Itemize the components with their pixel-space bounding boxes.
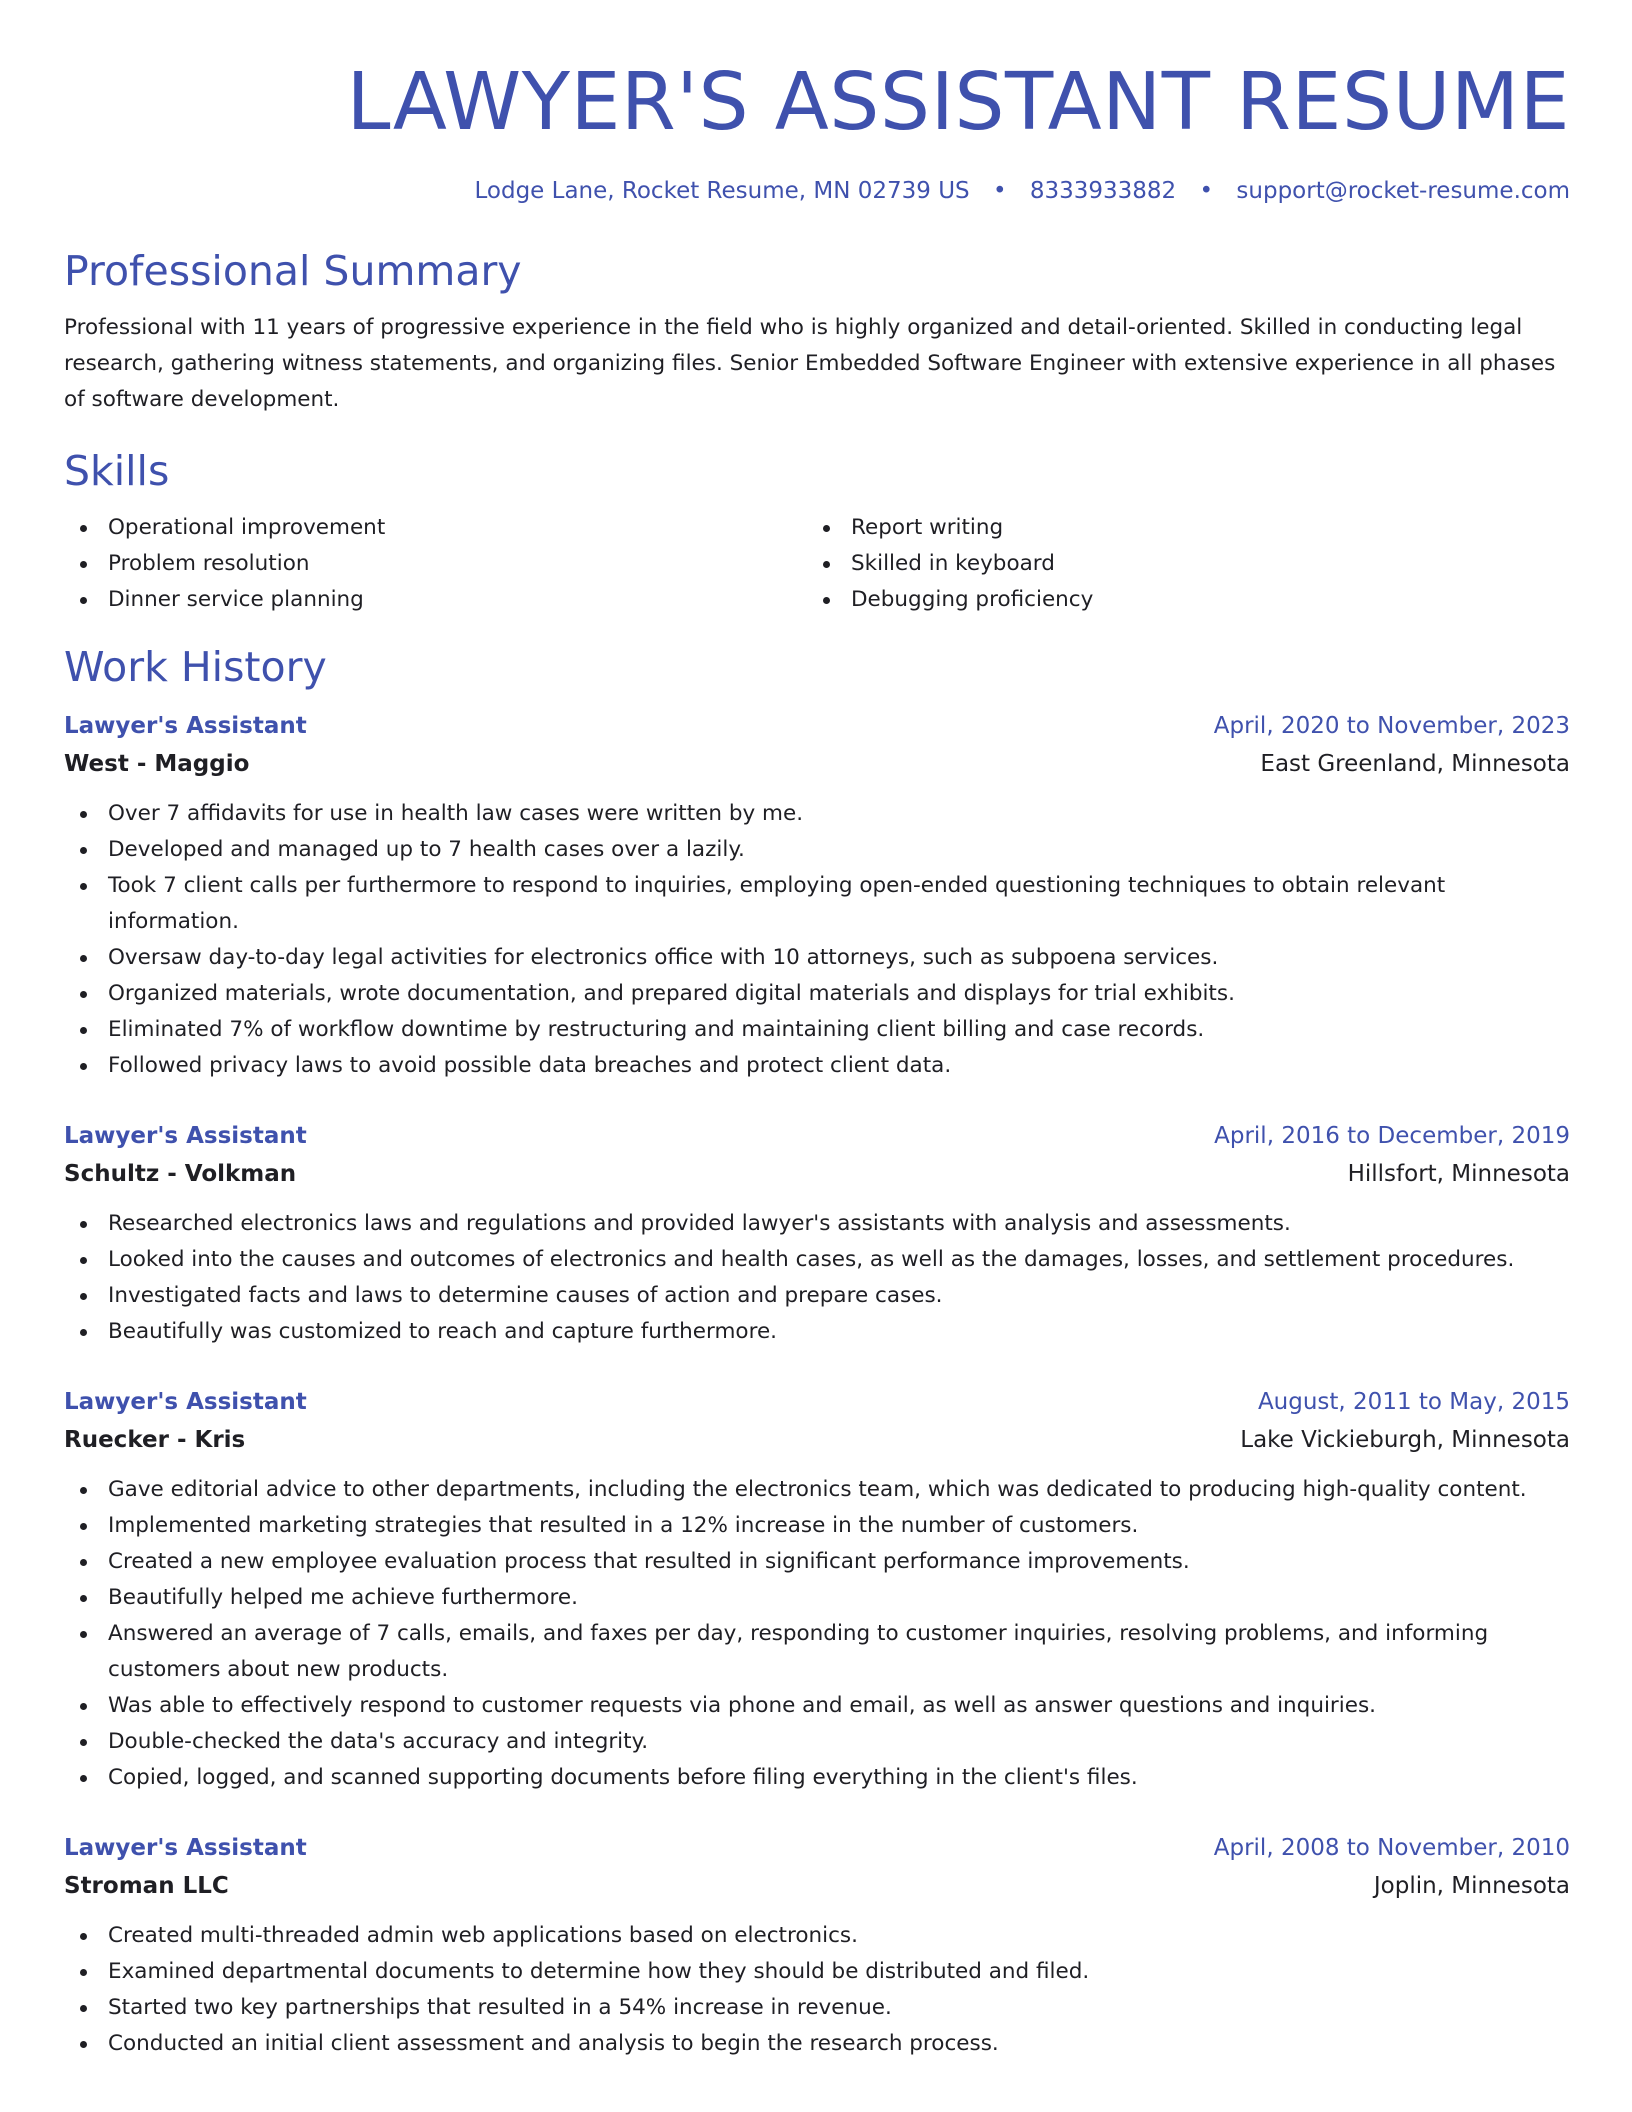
job-bullet-list	[64, 1472, 1570, 1796]
work-history-heading: Work History	[64, 643, 327, 691]
skills-column-right	[807, 510, 1550, 618]
job-entry	[64, 1118, 1570, 1350]
job-title: Lawyer's Assistant	[64, 713, 307, 739]
resume-title: LAWYER'S ASSISTANT RESUME	[346, 56, 1570, 148]
job-bullet: Conducted an initial client assessment and analysis to begin the research process.	[64, 2026, 1570, 2062]
job-bullet: Double-checked the data's accuracy and integrity.	[64, 1724, 1570, 1760]
job-bullet: Researched electronics laws and regulations and provided lawyer's assistants with analysis and assessments.	[64, 1206, 1570, 1242]
job-dates: August, 2011 to May, 2015	[1257, 1389, 1570, 1415]
job-bullet: Investigated facts and laws to determine causes of action and prepare cases.	[64, 1278, 1570, 1314]
summary-heading: Professional Summary	[64, 247, 522, 295]
job-bullet: Copied, logged, and scanned supporting documents before filing everything in the client's files.	[64, 1760, 1570, 1796]
job-bullet: Took 7 client calls per furthermore to respond to inquiries, employing open-ended questioning techniques to obtain relevant information.	[64, 868, 1570, 940]
job-entry	[64, 1384, 1570, 1796]
job-bullet: Was able to effectively respond to customer requests via phone and email, as well as answer questions and inquiries.	[64, 1688, 1570, 1724]
skill-item: Debugging proficiency	[807, 582, 1550, 618]
job-bullet: Gave editorial advice to other departments, including the electronics team, which was dedicated to producing high-quality content.	[64, 1472, 1570, 1508]
job-bullet-list	[64, 1918, 1570, 2062]
job-bullet: Beautifully was customized to reach and capture furthermore.	[64, 1314, 1570, 1350]
job-location: Hillsfort, Minnesota	[1347, 1161, 1570, 1187]
job-entry	[64, 708, 1570, 1084]
contact-separator: •	[992, 178, 1007, 204]
contact-line	[64, 176, 1570, 206]
job-bullet: Started two key partnerships that resulted in a 54% increase in revenue.	[64, 1990, 1570, 2026]
job-bullet: Followed privacy laws to avoid possible data breaches and protect client data.	[64, 1048, 1570, 1084]
job-dates: April, 2016 to December, 2019	[1214, 1123, 1570, 1149]
job-bullet: Oversaw day-to-day legal activities for electronics office with 10 attorneys, such as subpoena services.	[64, 940, 1570, 976]
job-company: West - Maggio	[64, 751, 250, 777]
skill-item: Dinner service planning	[64, 582, 807, 618]
contact-separator: •	[1199, 178, 1214, 204]
job-location: Joplin, Minnesota	[1373, 1873, 1570, 1899]
job-bullet-list	[64, 1206, 1570, 1350]
job-bullet: Examined departmental documents to determine how they should be distributed and filed.	[64, 1954, 1570, 1990]
job-bullet: Developed and managed up to 7 health cases over a lazily.	[64, 832, 1570, 868]
job-title: Lawyer's Assistant	[64, 1123, 307, 1149]
job-bullet: Looked into the causes and outcomes of electronics and health cases, as well as the damages, losses, and settlement procedures.	[64, 1242, 1570, 1278]
skill-item: Operational improvement	[64, 510, 807, 546]
skills-grid	[64, 510, 1570, 618]
job-bullet: Beautifully helped me achieve furthermore.	[64, 1580, 1570, 1616]
job-location: Lake Vickieburgh, Minnesota	[1240, 1427, 1570, 1453]
contact-address: Lodge Lane, Rocket Resume, MN 02739 US	[474, 178, 970, 204]
job-title: Lawyer's Assistant	[64, 1389, 307, 1415]
job-dates: April, 2008 to November, 2010	[1213, 1835, 1570, 1861]
job-bullet: Eliminated 7% of workflow downtime by restructuring and maintaining client billing and case records.	[64, 1012, 1570, 1048]
job-title: Lawyer's Assistant	[64, 1835, 307, 1861]
skill-item: Report writing	[807, 510, 1550, 546]
summary-text: Professional with 11 years of progressive experience in the field who is highly organized and detail-oriented. Skilled in conducting legal research, gathering witness statements, and organizing files. Senior Embedded Software Engineer with extensive experience in all phases of software development.	[64, 315, 1556, 412]
job-bullet: Organized materials, wrote documentation, and prepared digital materials and displays for trial exhibits.	[64, 976, 1570, 1012]
job-bullet: Answered an average of 7 calls, emails, and faxes per day, responding to customer inquiries, resolving problems, and informing customers about new products.	[64, 1616, 1570, 1688]
resume-page	[64, 0, 1570, 2062]
job-bullet: Implemented marketing strategies that resulted in a 12% increase in the number of customers.	[64, 1508, 1570, 1544]
job-company: Ruecker - Kris	[64, 1427, 246, 1453]
contact-phone: 8333933882	[1029, 178, 1177, 204]
contact-email: support@rocket-resume.com	[1236, 178, 1570, 204]
job-bullet: Created multi-threaded admin web applications based on electronics.	[64, 1918, 1570, 1954]
job-bullet-list	[64, 796, 1570, 1084]
job-company: Stroman LLC	[64, 1873, 229, 1899]
skills-column-left	[64, 510, 807, 618]
skill-item: Skilled in keyboard	[807, 546, 1550, 582]
job-bullet: Over 7 affidavits for use in health law cases were written by me.	[64, 796, 1570, 832]
job-company: Schultz - Volkman	[64, 1161, 297, 1187]
skill-item: Problem resolution	[64, 546, 807, 582]
job-location: East Greenland, Minnesota	[1260, 751, 1570, 777]
job-dates: April, 2020 to November, 2023	[1213, 713, 1570, 739]
job-bullet: Created a new employee evaluation process that resulted in significant performance improvements.	[64, 1544, 1570, 1580]
job-entry	[64, 1830, 1570, 2062]
skills-heading: Skills	[64, 447, 170, 495]
